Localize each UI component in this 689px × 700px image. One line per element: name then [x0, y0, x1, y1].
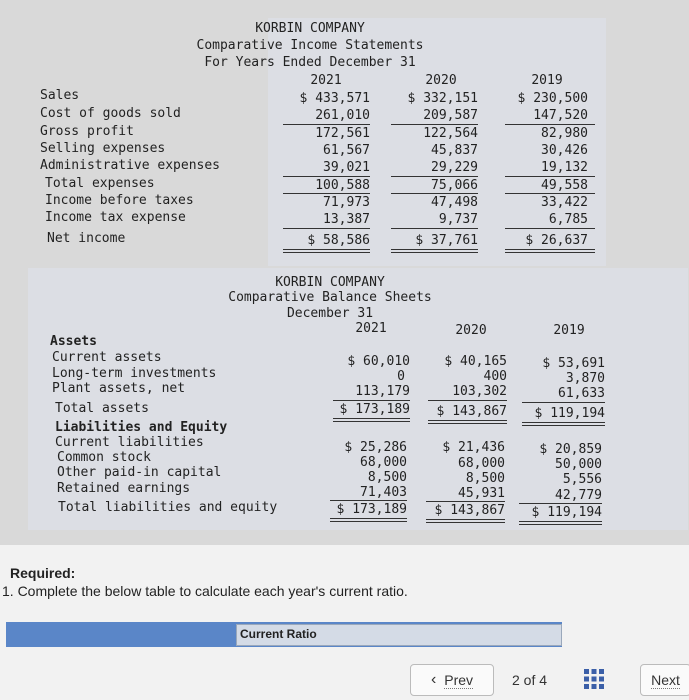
- income-cell: 45,837: [431, 143, 478, 158]
- income-cell: $ 433,571: [299, 91, 370, 106]
- income-underline: [391, 193, 478, 194]
- income-cell: 33,422: [541, 195, 588, 210]
- balance-row-label: Current liabilities: [55, 435, 204, 450]
- chevron-left-icon: ‹: [430, 671, 437, 688]
- income-year-2020: 2020: [425, 73, 457, 88]
- balance-double-underline: [522, 425, 605, 426]
- balance-underline: [522, 402, 605, 403]
- balance-row-label: Current assets: [52, 350, 162, 365]
- income-row-label: Income tax expense: [45, 210, 186, 225]
- income-cell: $ 58,586: [307, 233, 370, 248]
- balance-cell: 5,556: [562, 472, 602, 487]
- balance-cell: $ 20,859: [539, 442, 602, 457]
- liabilities-heading: Liabilities and Equity: [55, 420, 228, 435]
- balance-double-underline: [333, 421, 410, 422]
- income-underline: [283, 228, 370, 229]
- income-row-label: Net income: [47, 231, 126, 246]
- income-cell: 9,737: [438, 212, 478, 227]
- balance-double-underline: [426, 519, 505, 520]
- balance-row-label: Common stock: [57, 450, 151, 465]
- income-underline: [505, 176, 595, 177]
- income-double-underline: [283, 252, 370, 253]
- income-underline: [391, 124, 478, 125]
- income-underline: [283, 124, 370, 125]
- income-row-label: Total expenses: [45, 176, 155, 191]
- balance-cell: 50,000: [555, 457, 602, 472]
- balance-year-2019: 2019: [553, 323, 585, 338]
- income-cell: 47,498: [431, 195, 478, 210]
- balance-double-underline: [522, 422, 605, 423]
- assets-heading: Assets: [50, 334, 97, 349]
- balance-year-2021: 2021: [355, 321, 387, 336]
- income-cell: 75,066: [431, 178, 478, 193]
- balance-cell: 3,870: [565, 371, 605, 386]
- balance-row-label: Total assets: [55, 401, 149, 416]
- income-underline: [505, 193, 595, 194]
- balance-double-underline: [519, 524, 602, 525]
- balance-double-underline: [330, 518, 407, 519]
- balance-cell: $ 173,189: [339, 402, 410, 417]
- balance-double-underline: [426, 522, 505, 523]
- income-cell: $ 26,637: [525, 233, 588, 248]
- balance-cell: 71,403: [360, 485, 407, 500]
- balance-cell: 68,000: [458, 456, 505, 471]
- balance-cell: $ 143,867: [434, 503, 505, 518]
- income-cell: 122,564: [423, 126, 478, 141]
- income-double-underline: [391, 252, 478, 253]
- income-cell: 261,010: [315, 108, 370, 123]
- balance-cell: $ 119,194: [534, 406, 605, 421]
- page-indicator: 2 of 4: [512, 672, 548, 688]
- income-underline: [505, 124, 595, 125]
- balance-underline: [428, 400, 507, 401]
- income-row-label: Gross profit: [40, 124, 134, 139]
- income-cell: 172,561: [315, 126, 370, 141]
- balance-cell: 0: [397, 369, 405, 384]
- balance-cell: $ 21,436: [442, 440, 505, 455]
- balance-cell: $ 53,691: [542, 356, 605, 371]
- balance-double-underline: [428, 420, 507, 421]
- balance-cell: $ 25,286: [344, 440, 407, 455]
- income-cell: 30,426: [541, 143, 588, 158]
- income-cell: 61,567: [323, 143, 370, 158]
- balance-underline: [330, 500, 407, 501]
- income-underline: [283, 193, 370, 194]
- balance-double-underline: [519, 521, 602, 522]
- balance-cell: 103,302: [452, 384, 507, 399]
- balance-cell: 42,779: [555, 488, 602, 503]
- balance-cell: $ 40,165: [444, 354, 507, 369]
- balance-cell: $ 173,189: [336, 502, 407, 517]
- balance-underline: [426, 501, 505, 502]
- balance-company-name: KORBIN COMPANY: [275, 275, 385, 290]
- income-row-label: Sales: [40, 88, 80, 103]
- balance-underline: [519, 503, 602, 504]
- balance-cell: $ 119,194: [531, 505, 602, 520]
- income-double-underline: [391, 249, 478, 250]
- income-cell: 49,558: [541, 178, 588, 193]
- income-cell: 100,588: [315, 178, 370, 193]
- income-cell: 39,021: [323, 160, 370, 175]
- income-year-2019: 2019: [531, 73, 563, 88]
- next-label: Next: [651, 671, 680, 688]
- income-cell: 19,132: [541, 160, 588, 175]
- income-underline: [391, 176, 478, 177]
- current-ratio-header: Current Ratio: [240, 627, 317, 641]
- income-cell: $ 37,761: [415, 233, 478, 248]
- income-row-label: Administrative expenses: [40, 158, 221, 173]
- income-underline: [505, 228, 595, 229]
- balance-cell: $ 143,867: [436, 404, 507, 419]
- income-cell: $ 332,151: [407, 91, 478, 106]
- balance-cell: 8,500: [367, 470, 407, 485]
- income-year-2021: 2021: [310, 73, 342, 88]
- balance-row-label: Total liabilities and equity: [58, 500, 278, 515]
- balance-double-underline: [428, 423, 507, 424]
- income-cell: $ 230,500: [517, 91, 588, 106]
- balance-subtitle: December 31: [286, 306, 374, 321]
- income-row-label: Cost of goods sold: [40, 106, 181, 121]
- income-cell: 6,785: [548, 212, 588, 227]
- income-cell: 209,587: [423, 108, 478, 123]
- balance-cell: 61,633: [558, 386, 605, 401]
- income-company-name: KORBIN COMPANY: [255, 21, 365, 36]
- balance-title: Comparative Balance Sheets: [228, 290, 432, 305]
- balance-cell: $ 60,010: [347, 354, 410, 369]
- balance-year-2020: 2020: [455, 323, 487, 338]
- required-heading: Required:: [10, 565, 76, 581]
- balance-underline: [333, 400, 410, 401]
- balance-double-underline: [330, 521, 407, 522]
- income-subtitle: For Years Ended December 31: [204, 55, 416, 70]
- income-row-label: Selling expenses: [40, 141, 166, 156]
- income-cell: 71,973: [323, 195, 370, 210]
- income-underline: [391, 228, 478, 229]
- next-button[interactable]: [640, 664, 689, 696]
- balance-row-label: Plant assets, net: [52, 381, 186, 396]
- income-title: Comparative Income Statements: [196, 38, 424, 53]
- income-cell: 82,980: [541, 126, 588, 141]
- balance-cell: 400: [483, 369, 507, 384]
- income-double-underline: [283, 249, 370, 250]
- income-cell: 147,520: [533, 108, 588, 123]
- balance-cell: 45,931: [458, 486, 505, 501]
- income-double-underline: [505, 252, 595, 253]
- required-instruction: 1. Complete the below table to calculate each year's current ratio.: [2, 583, 408, 599]
- balance-cell: 68,000: [360, 455, 407, 470]
- balance-cell: 8,500: [465, 471, 505, 486]
- grid-icon[interactable]: [583, 668, 605, 690]
- prev-label: Prev: [444, 671, 474, 688]
- income-underline: [283, 176, 370, 177]
- income-row-label: Income before taxes: [45, 193, 194, 208]
- balance-row-label: Other paid-in capital: [57, 465, 222, 480]
- balance-row-label: Long-term investments: [52, 366, 217, 381]
- balance-cell: 113,179: [355, 384, 410, 399]
- income-cell: 29,229: [431, 160, 478, 175]
- balance-double-underline: [333, 418, 410, 419]
- income-double-underline: [505, 249, 595, 250]
- balance-row-label: Retained earnings: [57, 481, 191, 496]
- income-cell: 13,387: [323, 212, 370, 227]
- prev-button[interactable]: [410, 664, 494, 696]
